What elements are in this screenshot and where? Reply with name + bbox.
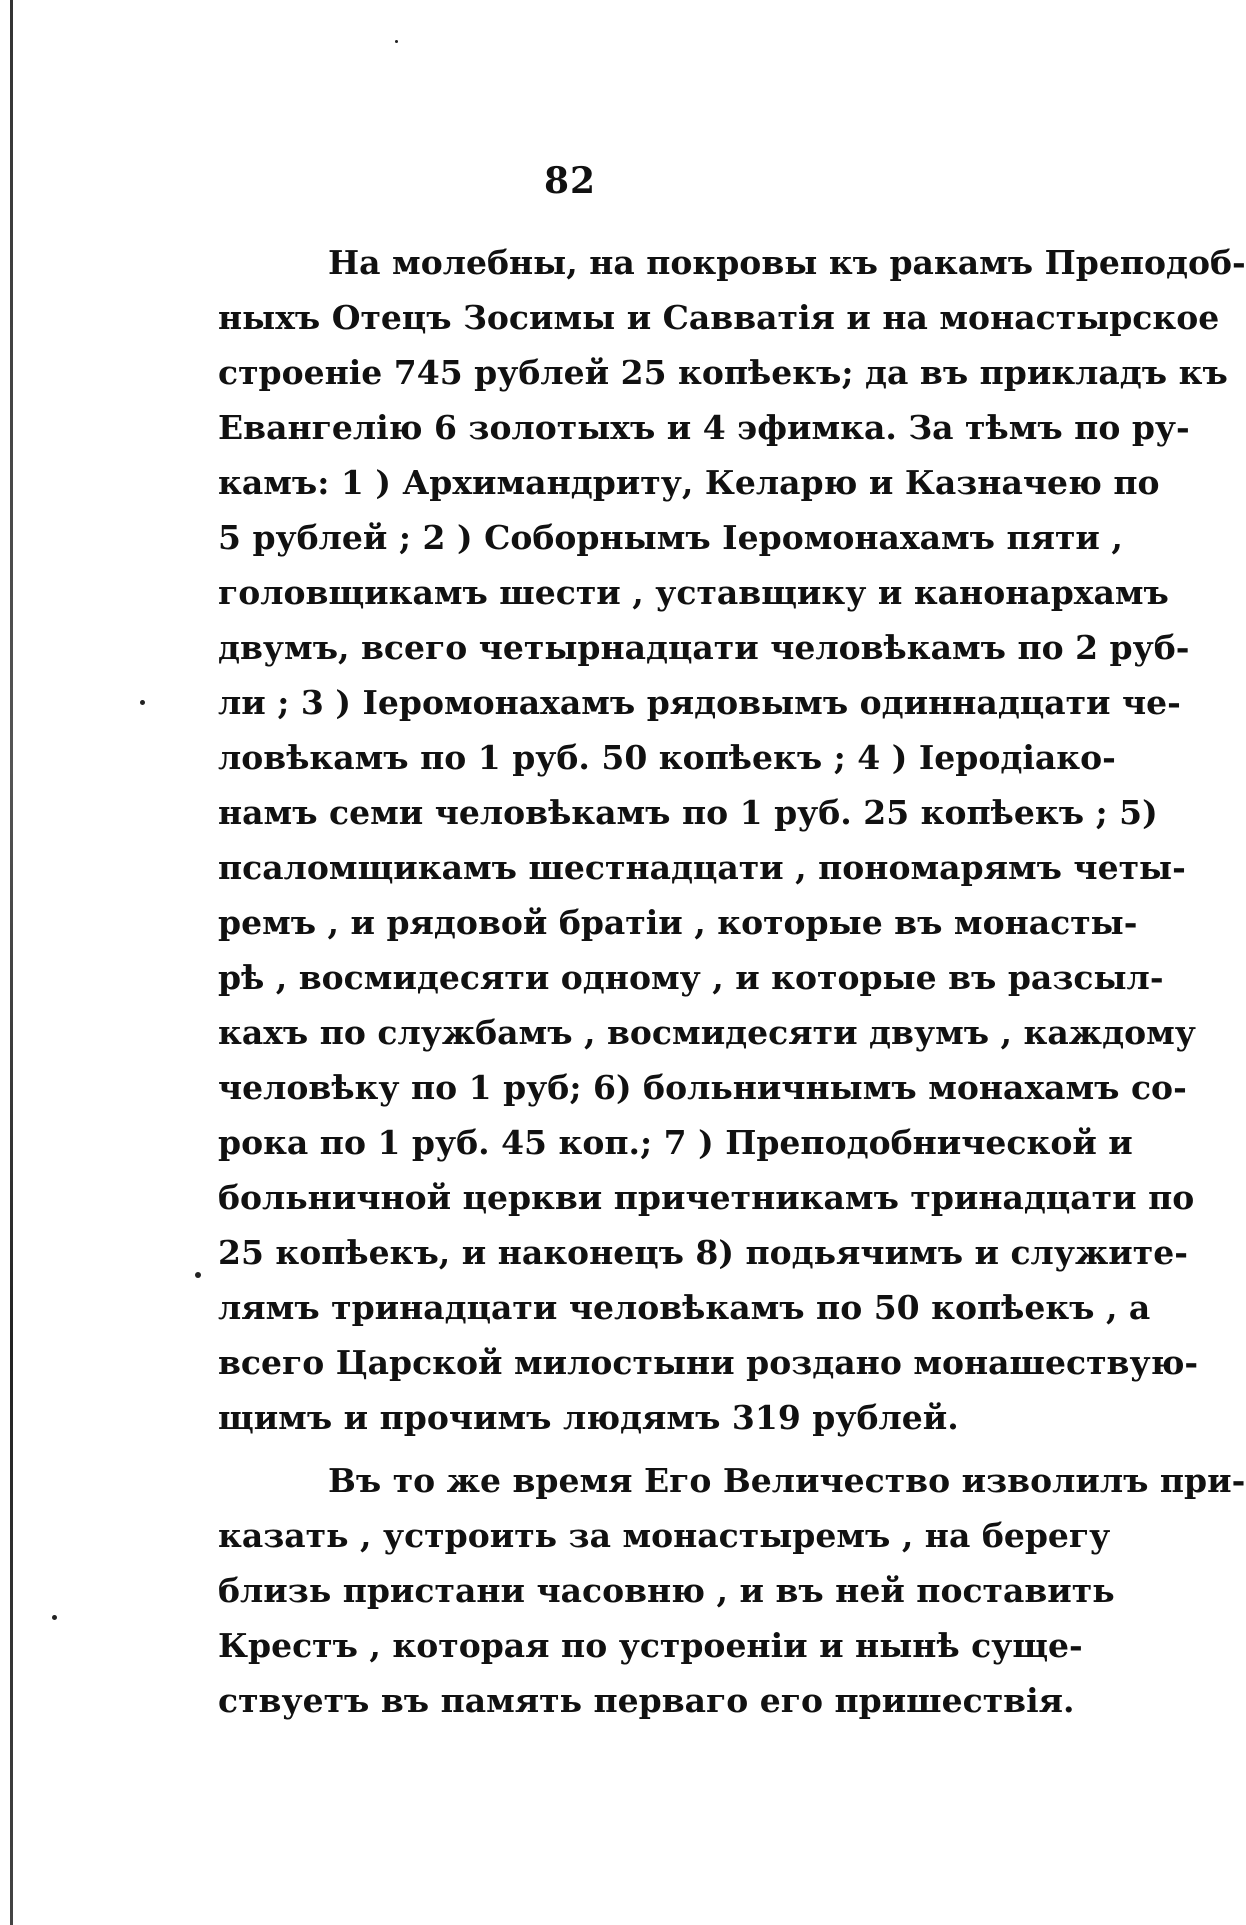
print-speck (395, 40, 398, 43)
text-line: 25 копѣекъ, и наконецъ 8) подьячимъ и служите- (218, 1233, 1188, 1272)
print-speck (195, 1272, 201, 1278)
text-line: больничной церкви причетникамъ тринадцати по (218, 1178, 1195, 1217)
text-line: рѣ , восмидесяти одному , и которые въ разсыл- (218, 958, 1164, 997)
text-line: близь пристани часовню , и въ ней поставить (218, 1571, 1115, 1610)
page-edge-line (10, 0, 13, 1925)
paragraph-1 (218, 235, 1246, 1445)
print-speck (140, 700, 145, 705)
print-speck (52, 1615, 57, 1620)
page-number: 82 (543, 160, 597, 202)
text-line: человѣку по 1 руб; 6) больничнымъ монахамъ со- (218, 1068, 1187, 1107)
text-line: На молебны, на покровы къ ракамъ Преподоб- (328, 243, 1246, 282)
text-line: Въ то же время Его Величество изволилъ при- (328, 1461, 1246, 1500)
text-line: лямъ тринадцати человѣкамъ по 50 копѣекъ , а (218, 1288, 1151, 1327)
text-line: ныхъ Отецъ Зосимы и Савватія и на монастырское (218, 298, 1220, 337)
text-line: Евангелію 6 золотыхъ и 4 эфимка. За тѣмъ по ру- (218, 408, 1190, 447)
text-line: казать , устроить за монастыремъ , на берегу (218, 1516, 1111, 1555)
text-line: ствуетъ въ память перваго его пришествія. (218, 1681, 1075, 1720)
text-line: кахъ по службамъ , восмидесяти двумъ , каждому (218, 1013, 1196, 1052)
text-line: строеніе 745 рублей 25 копѣекъ; да въ прикладъ къ (218, 353, 1228, 392)
text-line: псаломщикамъ шестнадцати , пономарямъ четы- (218, 848, 1186, 887)
text-line: ремъ , и рядовой братіи , которые въ монасты- (218, 903, 1138, 942)
text-line: намъ семи человѣкамъ по 1 руб. 25 копѣекъ ; 5) (218, 793, 1158, 832)
text-line: 5 рублей ; 2 ) Соборнымъ Іеромонахамъ пяти , (218, 518, 1123, 557)
paragraph-2 (218, 1453, 1246, 1728)
text-line: всего Царской милостыни роздано монашествую- (218, 1343, 1199, 1382)
text-line: рока по 1 руб. 45 коп.; 7 ) Преподобнической и (218, 1123, 1133, 1162)
paragraph-gap (218, 1445, 1082, 1453)
text-line: щимъ и прочимъ людямъ 319 рублей. (218, 1398, 959, 1437)
text-line: Крестъ , которая по устроеніи и нынѣ суще- (218, 1626, 1083, 1665)
body-text (218, 235, 1246, 1728)
text-line: ли ; 3 ) Іеромонахамъ рядовымъ одиннадцати че- (218, 683, 1181, 722)
text-line: камъ: 1 ) Архимандриту, Келарю и Казначею по (218, 463, 1160, 502)
text-line: ловѣкамъ по 1 руб. 50 копѣекъ ; 4 ) Іеродіако- (218, 738, 1116, 777)
text-line: головщикамъ шести , уставщику и канонархамъ (218, 573, 1169, 612)
text-line: двумъ, всего четырнадцати человѣкамъ по 2 руб- (218, 628, 1190, 667)
